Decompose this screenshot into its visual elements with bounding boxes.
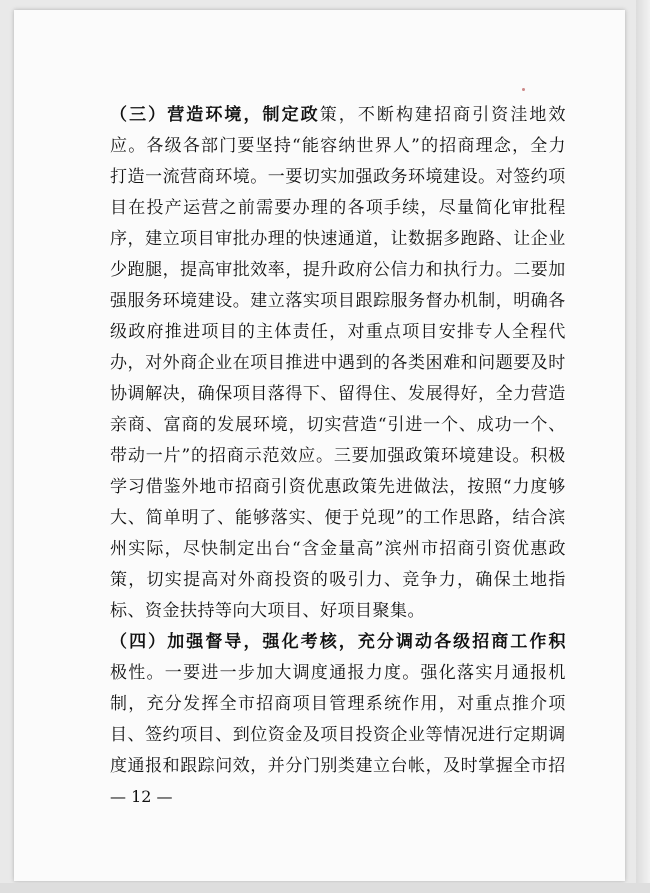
text-line: 目 在 投 产 运 营 之 前 需 要 办 理 的 各 项 手 续 ， 尽 量 简 化 审 批 程 — [110, 198, 566, 218]
text-line: 度 通 报 和 跟 踪 问 效 ， 并 分 门 别 类 建 立 台 帐 ， 及 时 掌 握 全 市 招 — [110, 756, 566, 776]
text-line: 大 、 简 单 明 了 、 能 够 落 实 、 便 于 兑 现 ” 的 工 作 思 路 ， 结 合 滨 — [110, 508, 566, 528]
text-line: 协 调 解 决 ， 确 保 项 目 落 得 下 、 留 得 住 、 发 展 得 好 ， 全 力 营 造 — [110, 384, 566, 404]
text-line: 标、资金扶持等向大项目、好项目聚集。 — [110, 601, 425, 621]
page-edge-bottom — [0, 883, 650, 893]
text-line: 序 ， 建 立 项 目 审 批 办 理 的 快 速 通 道 ， 让 数 据 多 跑 路 、 让 企 业 — [110, 229, 566, 249]
text-line: 制 ， 充 分 发 挥 全 市 招 商 项 目 管 理 系 统 作 用 ， 对 重 点 推 介 项 — [110, 694, 566, 714]
text-line: （ 三 ） 营 造 环 境 ， 制 定 政 策 ， 不 断 构 建 招 商 引 资 洼 地 效 — [110, 105, 566, 125]
text-line: 亲 商 、 富 商 的 发 展 环 境 ， 切 实 营 造 “ 引 进 一 个 、 成 功 一 个 、 — [110, 415, 566, 435]
page-edge-right — [636, 0, 650, 893]
text-line: 目 、 签 约 项 目 、 到 位 资 金 及 项 目 投 资 企 业 等 情 况 进 行 定 期 调 — [110, 725, 566, 745]
text-line: 学 习 借 鉴 外 地 市 招 商 引 资 优 惠 政 策 先 进 做 法 ， 按 照 “ 力 度 够 — [110, 477, 566, 497]
text-line: 带 动 一 片 ” 的 招 商 示 范 效 应 。 三 要 加 强 政 策 环 境 建 设 。 积 极 — [110, 446, 566, 466]
text-line: 极 性 。 一 要 进 一 步 加 大 调 度 通 报 力 度 。 强 化 落 实 月 通 报 机 — [110, 663, 566, 683]
page-number: — 12 — — [110, 787, 173, 806]
text-line: 办 ， 对 外 商 企 业 在 项 目 推 进 中 遇 到 的 各 类 困 难 和 问 题 要 及 时 — [110, 353, 566, 373]
ink-speck — [522, 88, 525, 91]
text-line: 少 跑 腿 ， 提 高 审 批 效 率 ， 提 升 政 府 公 信 力 和 执 行 力 。 二 要 加 — [110, 260, 566, 280]
text-line: 强 服 务 环 境 建 设 。 建 立 落 实 项 目 跟 踪 服 务 督 办 机 制 ， 明 确 各 — [110, 291, 566, 311]
text-line: 州 实 际 ， 尽 快 制 定 出 台 “ 含 金 量 高 ” 滨 州 市 招 商 引 资 优 惠 政 — [110, 539, 566, 559]
text-line: 应 。 各 级 各 部 门 要 坚 持 “ 能 容 纳 世 界 人 ” 的 招 商 理 念 ， 全 力 — [110, 136, 566, 156]
body-text — [110, 100, 566, 782]
text-line: 策 ， 切 实 提 高 对 外 商 投 资 的 吸 引 力 、 竞 争 力 ， 确 保 土 地 指 — [110, 570, 566, 590]
text-line: （ 四 ） 加 强 督 导 ， 强 化 考 核 ， 充 分 调 动 各 级 招 商 工 作 积 — [110, 632, 566, 652]
text-line: 打 造 一 流 营 商 环 境 。 一 要 切 实 加 强 政 务 环 境 建 设 。 对 签 约 项 — [110, 167, 566, 187]
text-line: 级 政 府 推 进 项 目 的 主 体 责 任 ， 对 重 点 项 目 安 排 专 人 全 程 代 — [110, 322, 566, 342]
